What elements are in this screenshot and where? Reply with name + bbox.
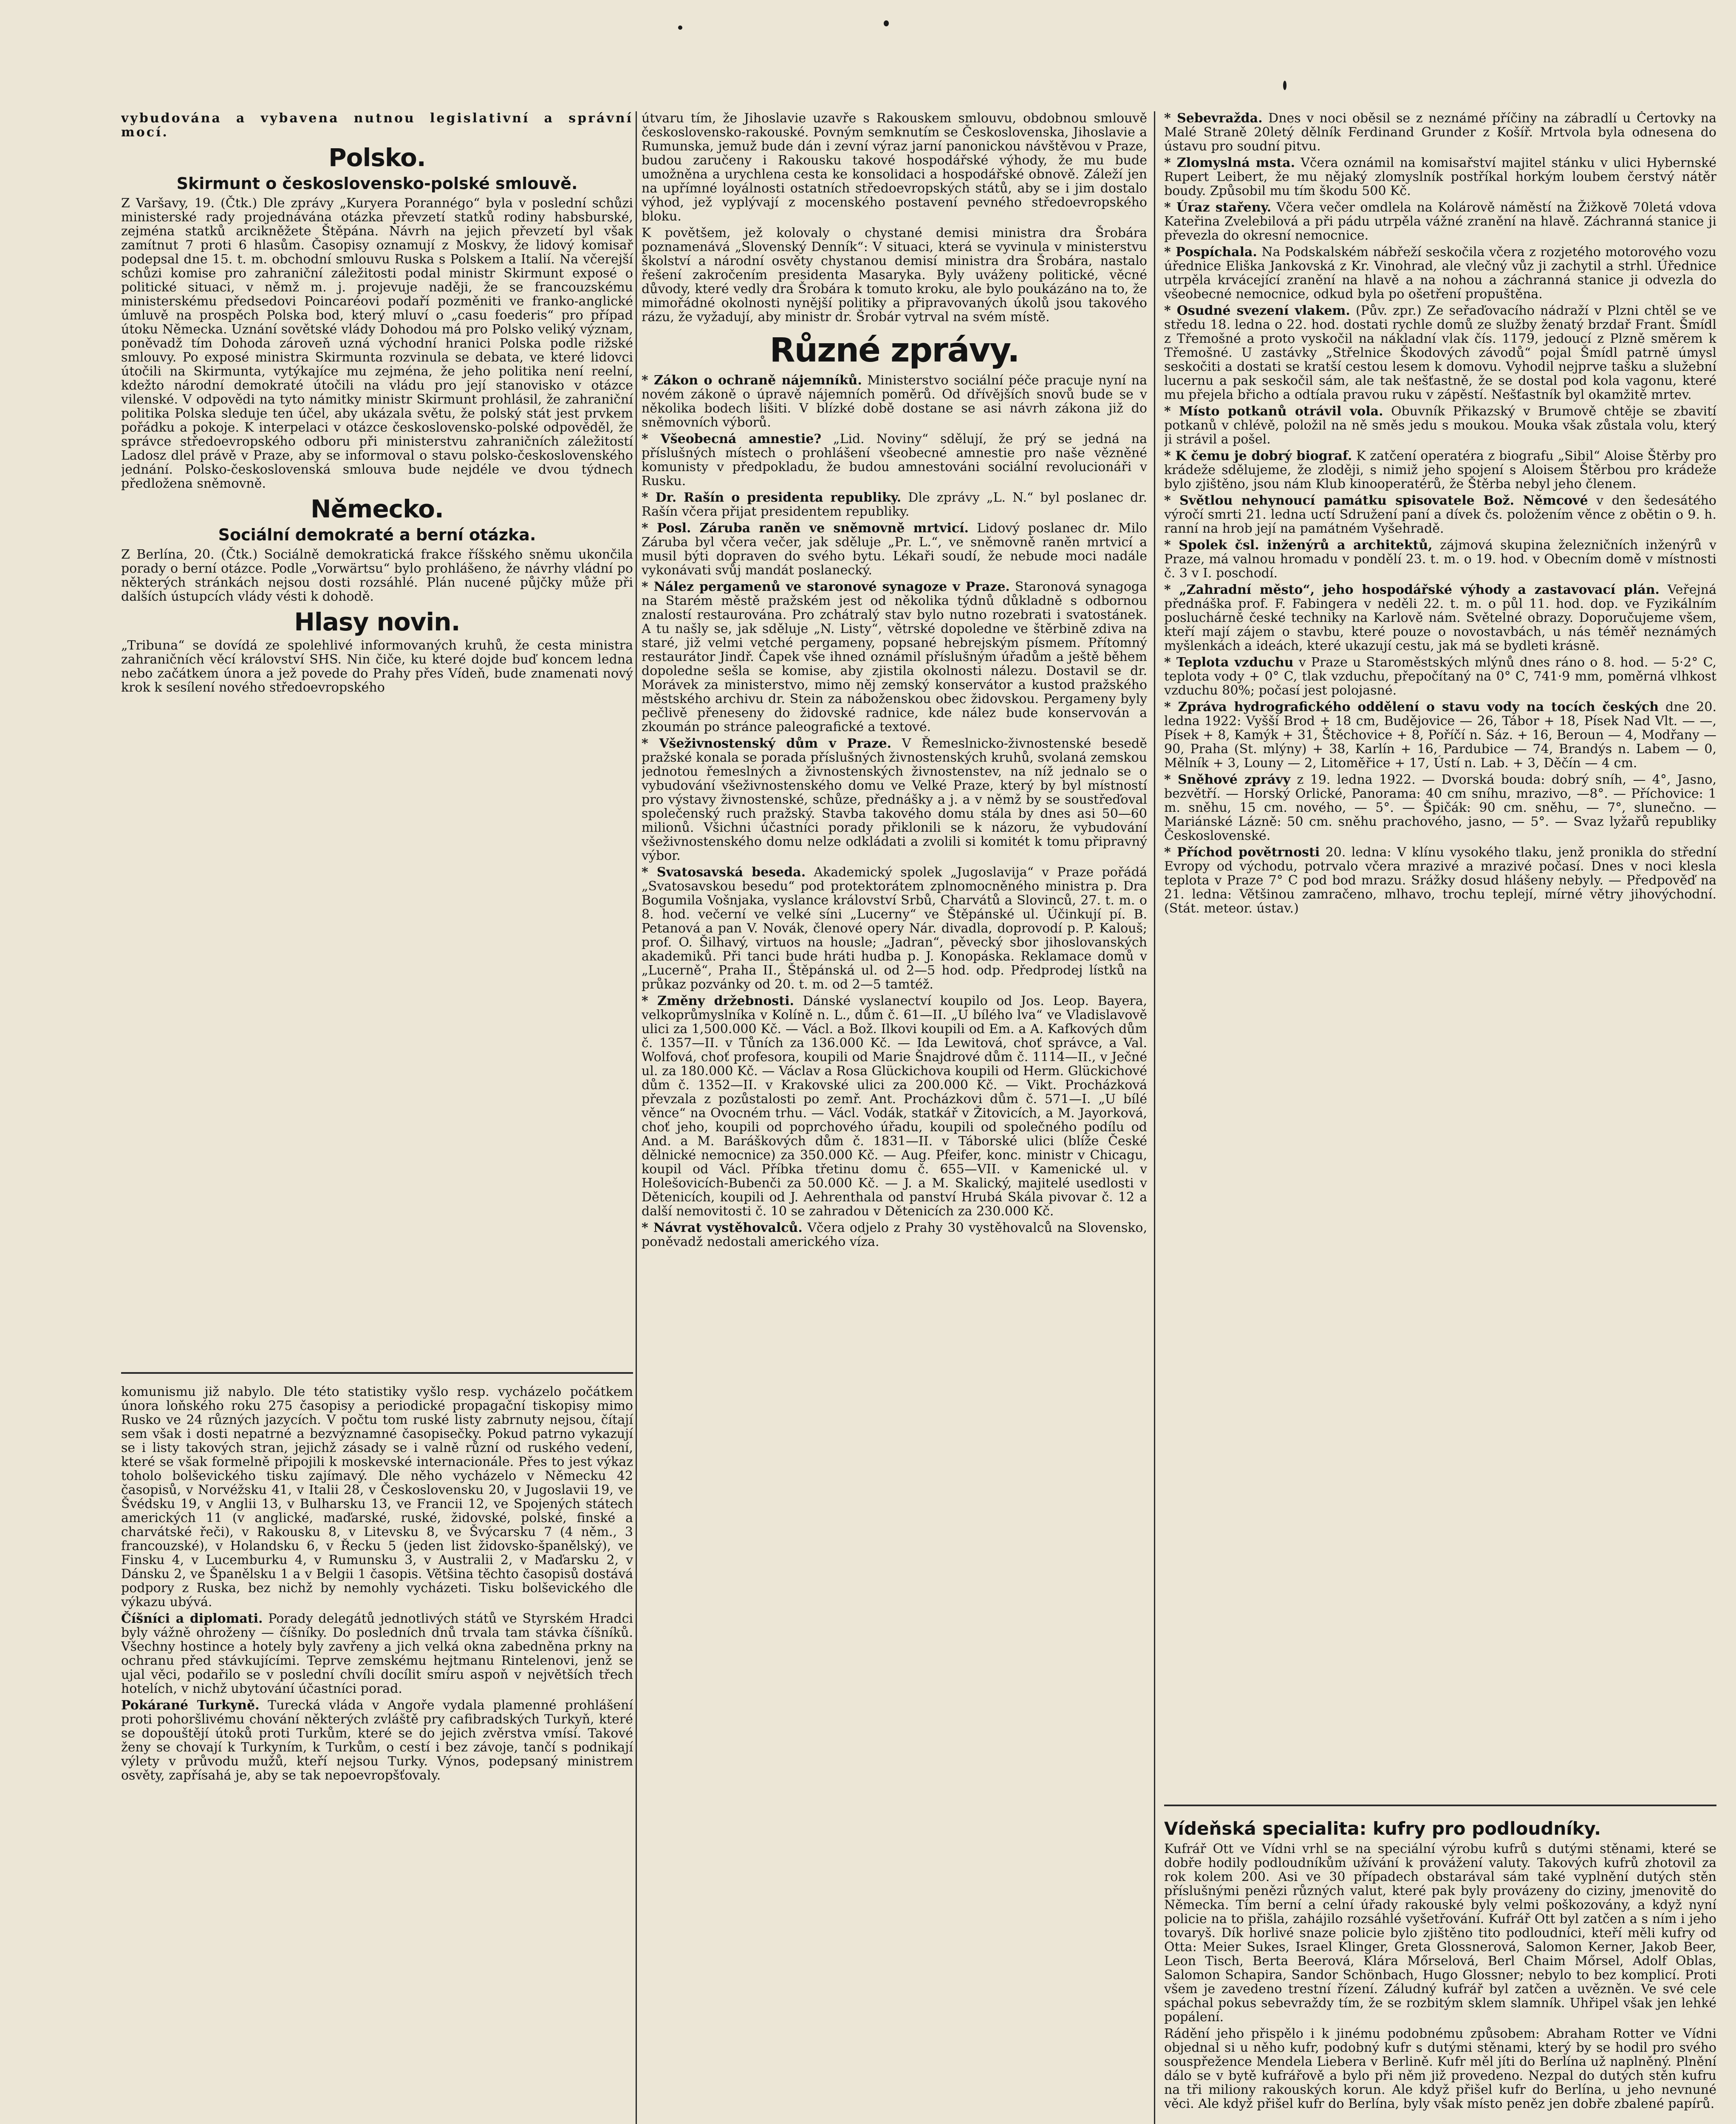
column-3 — [1164, 111, 1716, 1798]
press-article: „Tribuna“ se dovídá ze spolehlivé informovaných kruhů, že cesta ministra zahraničních věcí království SHS. Nin čiče, ku které dojde buď koncem ledna nebo začátkem února a jež povede do Prahy přes Vídeň, bude znamenati nový krok k sesílení nového středoevropského — [121, 638, 633, 695]
column-2 — [642, 111, 1147, 2124]
news-item-title: * „Zahradní město“, jeho hospodářské výhody a zastavovací plán. — [1164, 582, 1660, 597]
news-item-text: „Lid. Noviny“ sdělují, že prý se jedná na příslušných místech o prohlášení všeobecné amnestie pro naše vězněné komunisty v předpokladu, že budou amnestováni sociální revolucionáři v Rusku. — [642, 432, 1147, 489]
news-item-text: (Pův. zpr.) Ze seřaďovacího nádraží v Plzni chtěl se ve středu 18. ledna o 22. hod. dostati rychle domů ze služby ženatý brzdař Frant. Šmídl z Třemošné a proto vyskočil na nákladní vlak čís. 1179, jedoucí z Plzně směrem k Třemošné. U zastávky „Střelnice Škodových závodů“ pojal Šmídl patrně úmysl seskočiti a dostati se kratší cestou lesem k domovu. Vyhodil nejprve tašku a služební lucernu a pak seskočil sám, ale tak nešťastně, že se dostal pod kola vagonu, které mu přejela břicho a odtíala pravou ruku v zápěstí. Nešťastník byl okamžitě mrtev. — [1164, 303, 1716, 402]
news-item-title: * Příchod povětrnosti — [1164, 845, 1320, 860]
section-heading-news: Různé zprávy. — [769, 331, 1019, 370]
news-item-text: Lidový poslanec dr. Milo Záruba byl včera večer, jak sděluje „Pr. L.“, ve sněmovně raněn mrtvicí a musil býti dopraven do svého bytu. Lékaři soudí, že nebude moci nadále vykonávati svůj mandát poslanecký. — [642, 521, 1147, 578]
news-item-title: * Zpráva hydrografického oddělení o stavu vody na tocích českých — [1164, 700, 1659, 715]
officials-text: Porady delegátů jednotlivých států ve Styrském Hradci byly vážně ohroženy — číšníky. Do posledních dnů trvala tam stávka číšníků. Všechny hostince a hotely byly zavřeny a jich velká okna zabedněna prkny na ochranu před stávkujícími. Teprve zemskému hejtmanu Rintelenovi, jenž se ujal věci, podařilo se v poslední chvíli docílit smíru aspoň v největších třech hotelích, v nichž ubytování účastníci porad. — [121, 1611, 633, 1696]
news-item-title: * Všeživnostenský dům v Praze. — [642, 736, 892, 751]
news-item — [1164, 245, 1716, 301]
news-item-title: * Úraz stařeny. — [1164, 200, 1272, 215]
continuation-article: komunismu již nabylo. Dle této statistiky vyšlo resp. vycházelo počátkem února loňského roku 275 časopisy a periodické propagační tiskopisy mimo Rusko ve 24 různých jazycích. V počtu tom ruské listy zabrnuty nejsou, čítají sem však i dosti nepatrné a bezvýznamné časopisečky. Pokud patrno vykazují se i listy takových stran, jejichž zásady se i valně různí od ruského vedení, které se však formelně připojili k moskevské internacionále. Přes to jest výkaz toholo bolševického tisku zajímavý. Dle něho vycházelo v Německu 42 časopisů, v Norvéžsku 41, v Italii 28, v Československu 20, v Jugoslavii 19, ve Švédsku 19, v Anglii 13, v Bulharsku 13, ve Francii 12, ve Spojených státech amerických 11 (v anglické, maďarské, ruské, židovské, polské, finské a charvátské řeči), v Rakousku 8, v Litevsku 8, ve Švýcarsku 7 (4 něm., 3 francouzské), v Holandsku 6, v Řecku 5 (jeden list židovsko-španělský), ve Finsku 4, v Lucemburku 4, v Rumunsku 3, v Australii 2, v Maďarsku 2, v Dánsku 2, ve Španělsku 1 a v Belgii 1 časopis. Většina těchto časopisů dostává podpory z Ruska, bez nichž by nemohly vycházeti. Tisku bolševického dle výkazu ubývá. — [121, 1385, 633, 1610]
news-item-title: * Sebevražda. — [1164, 111, 1263, 126]
news-item — [642, 580, 1147, 734]
news-item-text: Dle zprávy „L. N.“ byl poslanec dr. Rašín včera přijat presidentem republiky. — [642, 490, 1147, 519]
news-item — [1164, 111, 1716, 153]
news-item-title: * Svatosavská beseda. — [642, 865, 806, 880]
news-item-title: * Nález pergamenů ve staronové synagoze v Praze. — [642, 579, 1010, 594]
article-heading-skirmunt: Skirmunt o československo-polské smlouvě. — [176, 174, 578, 193]
news-item-title: * Zákon o ochraně nájemníků. — [642, 373, 862, 388]
scan-speck — [884, 20, 889, 26]
news-item — [1164, 583, 1716, 653]
turkey-text: Turecká vláda v Angoře vydala plamenné prohlášení proti pohoršlivému chování některých zvláště pry cafibradských Turkyň, které se dopouštějí útoků proti Turkům, které se do jejich zvěrstva vmísí. Takové ženy se chovají k Turkyním, k Turkům, o cestí i bez závoje, tančí s podnikají výlety v průvodu mužů, kteří nejsou Turky. Výnos, podepsaný ministrem osvěty, zapřísahá je, aby se tak nepoevropšťovaly. — [121, 1698, 633, 1783]
news-item-text: V Řemeslnicko-živnostenské besedě pražské konala se porada příslušných živnostenských kruhů, svolaná zemskou jednotou řemeslných a živnostenských živnostenstev, na níž jednalo se o vybudování všeživnostenského domu ve Velké Praze, který by byl místností pro výstavy živnostenské, schůze, přednášky a j. a v němž by se soustřeďoval společenský ruch pražský. Stavba takového domu stála by dnes asi 50—60 milionů. Všichni účastníci porady přiklonili se k názoru, že vybudování všeživnostenského domu nelze odkládati a zvolili si komitét k tomu připravný výbor. — [642, 736, 1147, 863]
scan-speck — [1283, 81, 1286, 90]
news-item-text: K zatčení operatéra z biografu „Sibil“ Aloise Štěrby pro krádeže sdělujeme, že zloději, s nimiž jeho spojení s Aloisem Štěrbou pro krádeže bylo zjištěno, jsou nám Klub kinooperatérů, že Štěrba nebyl jeho členem. — [1164, 449, 1716, 491]
news-item-title: * Posl. Záruba raněn ve sněmovně mrtvicí. — [642, 521, 969, 536]
news-item-title: * Místo potkanů otrávil vola. — [1164, 404, 1383, 419]
news-item — [642, 865, 1147, 991]
news-item-title: * Světlou nehynoucí památku spisovatele Bož. Němcové — [1164, 493, 1588, 508]
section-heading-poland: Polsko. — [328, 143, 426, 172]
news-item-text: z 19. ledna 1922. — Dvorská bouda: dobrý sníh, — 4°, Jasno, bezvětří. — Horský Orlické, Panorama: 40 cm sníhu, mrazivo, —8°. — Příchovice: 1 m. sněhu, 15 cm. nového, — 5°. — Špičák: 90 cm. sněhu, — 7°, slunečno. — Mariánské Lázně: 50 cm. sněhu prachového, jasno, — 5°. — Svaz lyžařů republiky Československé. — [1164, 772, 1716, 843]
column-1 — [121, 111, 633, 1369]
srobar-article: K povětšem, jež kolovaly o chystané demisi ministra dra Šrobára poznamenává „Slovenský Denník“: V situaci, která se vyvinula v ministerstvu školství a národní osvěty chystanou demisí ministra dra Šrobára, nastalo řešení zakročením presidenta Masaryka. Byly uváženy politické, věcné důvody, které vedly dra Šrobára k tomuto kroku, ale bylo poukázáno na to, že mimořádné okolnosti nynější politiky a připravovaných úkolů jsou takového rázu, že vyžadují, aby ministr dr. Šrobár vytrval na svém místě. — [642, 226, 1147, 325]
column-rule-2 — [1154, 111, 1155, 2124]
news-item — [1164, 845, 1716, 915]
news-item-title: * Dr. Rašín o presidenta republiky. — [642, 490, 902, 505]
central-europe-article: útvaru tím, že Jihoslavie uzavře s Rakouskem smlouvu, obdobnou smlouvě československo-rakouské. Povným semknutím se Československa, Jihoslavie a Rumunska, jemuž bude dán i zevní výraz jarní panonickou návštěvou v Praze, budou zaručeny i Rakousku takové hospodářské výhody, že mu bude umožněna a urychlena cesta ke konsolidaci a hospodářské obnově. Záleží jen na upřímné loyálnosti ostatních středoevropských států, aby se i jim dostalo výhod, jež vyplývají z mocenského postavení pevného středoevropského bloku. — [642, 111, 1147, 224]
germany-article: Z Berlína, 20. (Čtk.) Sociálně demokratická frakce říšského sněmu ukončila porady o berní otázce. Podle „Vorwärtsu“ bylo prohlášeno, že návrhy vládní po některých stránkách nejsou dosti rozsáhlé. Plán nucené půjčky může při dalších ústupcích vlády vésti k dohodě. — [121, 547, 633, 604]
news-item — [642, 1221, 1147, 1249]
news-item — [642, 994, 1147, 1218]
intro-paragraph: vybudována a vybavena nutnou legislativní a správní mocí. — [121, 111, 633, 140]
news-item — [1164, 304, 1716, 402]
news-item — [642, 521, 1147, 577]
news-item-text: v Praze u Staroměstských mlýnů dnes ráno o 8. hod. — 5·2° C, teplota vody + 0° C, tlak vzduchu, přepočítaný na 0° C, 741·9 mm, poměrná vlhkost vzduchu 80%; počasí jest polojasné. — [1164, 655, 1716, 698]
column-3-divider — [1164, 1805, 1716, 1806]
news-item-title: * Pospíchala. — [1164, 245, 1257, 260]
vienna-article-2: Rádění jeho přispělo i k jinému podobnému způsobem: Abraham Rotter ve Vídni objednal si u něho kufr, podobný kufr s dutými stěnami, který by se hodil pro svého souspřežence Mendela Liebera v Berlině. Kufr měl jíti do Berlína už naplněný. Plnění dálo se v bytě kufrářově a bylo při něm již provedeno. Nezpal do dutých stěn kufru na tři miliony rakouských korun. Ale když přišel kufr do Berlína, u jeho nevnuné věci. Ale když přišel kufr do Berlína, byly však místo peněz jen dobře zbalené papírů. — [1164, 2026, 1716, 2111]
news-item — [1164, 156, 1716, 198]
news-item — [642, 373, 1147, 429]
news-item-text: Obuvník Přikazský v Brumově chtěje se zbavití potkanů v chlévě, položil na ně směs jedu s moukou. Mouka však zůstala volu, který ji strávil a pošel. — [1164, 404, 1716, 447]
news-item-title: * Teplota vzduchu — [1164, 655, 1294, 670]
news-item-text: Dánské vyslanectví koupilo od Jos. Leop. Bayera, velkoprůmyslníka v Kolíně n. L., dům č. 61—II. „U bílého lva“ ve Vladislavově ulici za 1,500.000 Kč. — Václ. a Bož. Ilkovi koupili od Em. a A. Kafkových dům č. 1357—II. v Tůních za 136.000 Kč. — Ida Lewitová, choť správce, a Val. Wolfová, choť profesora, koupili od Marie Šnajdrové dům č. 1114—II., v Ječné ul. za 180.000 Kč. — Václav a Rosa Glückichova koupili od Herm. Glückichové dům č. 1352—II. v Krakovské ulici za 200.000 Kč. — Vikt. Procházková převzala z pozůstalosti po zemř. Ant. Procházkovi dům č. 571—I. „U bílé věnce“ na Ovocném trhu. — Václ. Vodák, statkář v Žitovicích, a M. Jayorková, choť jeho, koupili od poprchového úřadu, koupili od společného podílu od And. a M. Baráškových dům č. 1831—II. v Táborské ulici (blíže České dělnické nemocnice) za 350.000 Kč. — Aug. Pfeifer, konc. ministr v Chicagu, koupil od Václ. Příbka třetinu domu č. 655—VII. v Kamenické ul. v Holešovicích-Bubenči za 50.000 Kč. — J. a M. Skalický, majitelé usedlosti v Dětenicích, koupili od J. Aehrenthala od panství Hrubá Skála pivovar č. 12 a další nemovitosti č. 10 se zahradou v Dětenicích za 230.000 Kč. — [642, 994, 1147, 1219]
news-item-text: Včera oznámil na komisařství majitel stánku v ulici Hybernské Rupert Leibert, že mu nějaký zlomyslník postříkal horkým loubem čerstvý nátěr boudy. Způsobil mu tím škodu 500 Kč. — [1164, 155, 1716, 198]
news-item — [1164, 773, 1716, 843]
news-item — [1164, 404, 1716, 446]
news-item-title: * Návrat vystěhovalců. — [642, 1220, 803, 1235]
officials-article — [121, 1612, 633, 1696]
news-item-text: Včera večer omdlela na Kolárově náměstí na Žižkově 70letá vdova Kateřina Zvelebilová a při pádu utrpěla vážné zranění na hlavě. Záchranná stanice ji převezla do okresní nemocnice. — [1164, 200, 1716, 243]
news-item — [1164, 201, 1716, 243]
section-heading-press: Hlasy novin. — [294, 607, 460, 636]
news-item-text: Ministerstvo sociální péče pracuje nyní na novém zákoně o úpravě nájemních poměrů. Od dřívějších snovů bude se v několika bodech lišiti. V blízké době dostane se asi návrh zákona již do sněmovních výborů. — [642, 373, 1147, 430]
news-item — [642, 432, 1147, 488]
news-item — [1164, 494, 1716, 536]
vienna-article: Kufrář Ott ve Vídni vrhl se na speciální výrobu kufrů s dutými stěnami, které se dobře hodily podloudníkům užívání k provážení valuty. Takových kufrů zhotovil za rok kolem 200. Asi ve 30 případech obstarával sám také vyplnění dutých stěn příslušnými penězi různých valut, které pak byly provázeny do ciziny, jmenovitě do Německa. Tím berní a celní úřady rakouské byly velmi poškozovány, a když nyní policie na to přišla, zahájilo rozsáhlé vyšetřování. Kufrář Ott byl zatčen a s ním i jeho tovaryš. Dík horlivé snaze policie bylo zjištěno tito podloudníci, kteří měli kufry od Otta: Meier Sukes, Israel Klinger, Greta Glossnerová, Salomon Kerner, Jakob Beer, Leon Tisch, Berta Beerová, Klára Mőrselová, Berl Chaim Mőrsel, Adolf Oblas, Salomon Schapira, Sandor Schönbach, Hugo Glossner; nebylo to bez komplicí. Proti všem je zavedeno trestní řízení. Záludný kufrář byl zatčen a uvězněn. Ve své cele spáchal pokus sebevraždy tím, že se rozbitým sklem slamník. Uhřipel však jen lehké popálení. — [1164, 1842, 1716, 2025]
news-item-text: dne 20. ledna 1922: Vyšší Brod + 18 cm, Budějovice — 26, Tábor + 18, Písek Nad Vlt. — —, Písek + 8, Kamýk + 31, Štěchovice + 8, Poříčí n. Sáz. + 16, Beroun — 4, Modřany — 90, Praha (St. mlýny) + 38, Karlín + 16, Pardubice — 74, Brandýs n. Labem — 0, Mělník + 3, Louny — 2, Litoměřice + 17, Ústí n. Lab. + 3, Děčín — 4 cm. — [1164, 700, 1716, 771]
turkey-heading: Pokárané Turkyně. — [121, 1698, 260, 1713]
column-1-divider — [121, 1372, 633, 1374]
news-item — [1164, 700, 1716, 770]
news-item — [1164, 538, 1716, 580]
column-rule-1 — [636, 111, 637, 2124]
poland-article: Z Varšavy, 19. (Čtk.) Dle zprávy „Kuryera Porannégo“ byla v poslední schůzi ministerské rady projednávána otázka převzetí statků rodiny habsburské, zejména statků arcikněžete Štěpána. Návrh na jejich převzetí byl však zamítnut 7 proti 6 hlasům. Časopisy oznamují z Moskvy, že lidový komisař podepsal dne 15. t. m. obchodní smlouvu Ruska s Polskem a Italií. Na včerejší schůzi komise pro zahraniční záležitosti podal ministr Skirmunt exposé o politické situaci, v němž m. j. projevuje naději, že se francouzskému ministerskému předsedovi Poincaréovi podaří pozměniti ve franko-anglické úmluvě na prospěch Polska bod, který mluví o „casu foederis“ pro případ útoku Německa. Uznání sovětské vlády Dohodou má pro Polsko veliký význam, poněvadž tím Dohoda zároveň uzná východní hranici Polska podle rižské smlouvy. Po exposé ministra Skirmunta rozvinula se debata, ve které lidovci útočili na Skirmunta, vytýkajíce mu zejména, že jeho politika není reelní, kdežto národní demokraté útočili na vládu pro její stanovisko v otázce vilenské. V odpovědi na tyto námitky ministr Skirmunt prohlásil, že zahraniční politika Polska sleduje ten účel, aby ukázala světu, že polský stát jest prvkem pořádku a pokoje. K interpelaci v otázce československo-polské odpověděl, že správce středoevropského odboru při ministerstvu zahraničních záležitostí Ladosz dlel právě v Praze, aby se informoval o stavu polsko-československého jednání. Polsko-československá smlouva bude nejdéle ve dvou týdnech předložena sněmovně. — [121, 196, 633, 491]
turkey-article — [121, 1698, 633, 1782]
news-item-title: * K čemu je dobrý biograf. — [1164, 449, 1352, 463]
scan-speck — [678, 25, 682, 30]
news-item-text: Včera odjelo z Prahy 30 vystěhovalců na Slovensko, poněvadž nedostali amerického víza. — [642, 1220, 1147, 1249]
news-list-column-3 — [1164, 111, 1716, 915]
news-item — [1164, 449, 1716, 491]
article-heading-social-democrats: Sociální demokraté a berní otázka. — [218, 525, 536, 544]
news-item-title: * Sněhové zprávy — [1164, 772, 1291, 787]
column-1-lower — [121, 1385, 633, 2124]
officials-heading: Číšníci a diplomati. — [121, 1611, 263, 1626]
news-item-text: Staronová synagoga na Starém městě pražském jest od několika týdnů důkladně s odbornou znalostí restaurována. Pro zchátralý stav bylo nutno rozebrati i svatostánek. A tu našly se, jak sděluje „N. Listy“, větrské dopoledne ve štěrbině zdiva na staré, již velmi vetché pergameny, popsané hebrejským písmem. Přítomný restaurátor Jindř. Čapek vše ihned oznámil příslušným úřadům a ještě během dopoledne sešla se komise, aby zjistila okolnosti nálezu. Dostavil se dr. Morávek za ministerstvo, mimo něj zemský konservátor a kustod pražského městského archivu dr. Stein za náboženskou obec židovskou. Pergameny byly pečlivě přeneseny do židovské radnice, kde nález bude konservován a zkoumán po stránce paleografické a textové. — [642, 579, 1147, 734]
news-item-title: * Změny držebnosti. — [642, 994, 794, 1008]
news-item-text: zájmová skupina železničních inženýrů v Praze, má valnou hromadu v pondělí 23. t. m. o 19. hod. v Obecním domě v místnosti č. 3 v I. poschodí. — [1164, 538, 1716, 581]
news-item-title: * Všeobecná amnestie? — [642, 432, 822, 446]
news-item-text: v den šedesátého výročí smrti 21. ledna uctí Sdružení paní a dívek čs. položením věnce z obětin o 9. h. ranní na hrob její na památném Vyšehradě. — [1164, 493, 1716, 536]
news-item-text: Na Podskalském nábřeží seskočila včera z rozjetého motorového vozu úřednice Eliška Jankovská z Kr. Vinohrad, ale vlečný vůz ji zachytil a strhl. Úřednice utrpěla krvácející zranění na hlavě a na nohou a záchranná stanice ji odvezla do všeobecné nemocnice, odkud byla po ošetření propuštěna. — [1164, 245, 1716, 302]
news-item — [642, 491, 1147, 519]
news-list-column-2 — [642, 373, 1147, 1249]
news-item-title: * Osudné svezení vlakem. — [1164, 303, 1350, 318]
news-item-text: 20. ledna: V klínu vysokého tlaku, jenž pronikla do střední Evropy od východu, potrvalo včera mrazivé a mrazivé počasí. Dnes v noci klesla teplota v Praze 7° C pod bod mrazu. Srážky dosud hlášeny nebyly. — Předpověď na 21. ledna: Většinou zamračeno, mlhavo, trochu teplejí, mírné větry jihovýchodní. (Stát. meteor. ústav.) — [1164, 845, 1716, 916]
news-item-title: * Spolek čsl. inženýrů a architektů, — [1164, 538, 1433, 553]
news-item-text: Dnes v noci oběsil se z neznámé příčiny na zábradlí u Čertovky na Malé Straně 20letý dělník Ferdinand Grunder z Košíř. Mrtvola byla odnesena do ústavu pro soudní pitvu. — [1164, 111, 1716, 154]
article-heading-vienna: Vídeňská specialita: kufry pro podloudníky. — [1164, 1818, 1601, 1839]
news-item-title: * Zlomyslná msta. — [1164, 155, 1295, 170]
news-item — [1164, 655, 1716, 698]
column-3-lower — [1164, 1814, 1716, 2124]
news-item — [642, 737, 1147, 863]
news-item-text: Akademický spolek „Jugoslavija“ v Praze pořádá „Svatosavskou besedu“ pod protektorátem zplnomocněného ministra p. Dra Bogumila Vošnjaka, vyslance království Srbů, Charvátů a Slovinců, 27. t. m. o 8. hod. večerní ve velké síni „Lucerny“ ve Štěpánské ul. Účinkují pí. B. Petanová a pan V. Novák, členové opery Nár. divadla, doprovodí p. P. Kalouš; prof. O. Šilhavý, virtuos na housle; „Jadran“, pěvecký sbor jihoslovanských akademiků. Při tanci bude hráti hudba p. J. Konopáska. Reklamace domů v „Lucerně“, Praha II., Štěpánská ul. od 2—5 hod. odp. Předprodej lístků na průkaz pozvánky od 20. t. m. od 2—5 tamtéž. — [642, 865, 1147, 992]
section-heading-germany: Německo. — [311, 494, 444, 523]
news-item-text: Veřejná přednáška prof. F. Fabingera v neděli 22. t. m. o půl 11. hod. dop. ve Fyzikálním posluchárně české techniky na Karlově nám. Světelné obrazy. Doporučujeme všem, kteří mají zájem o stavbu, které pouze o novostavbách, u nás téměř neznámých myšlenkách a ideách, které ukazují cestu, jak má se bydleti krásně. — [1164, 582, 1716, 653]
